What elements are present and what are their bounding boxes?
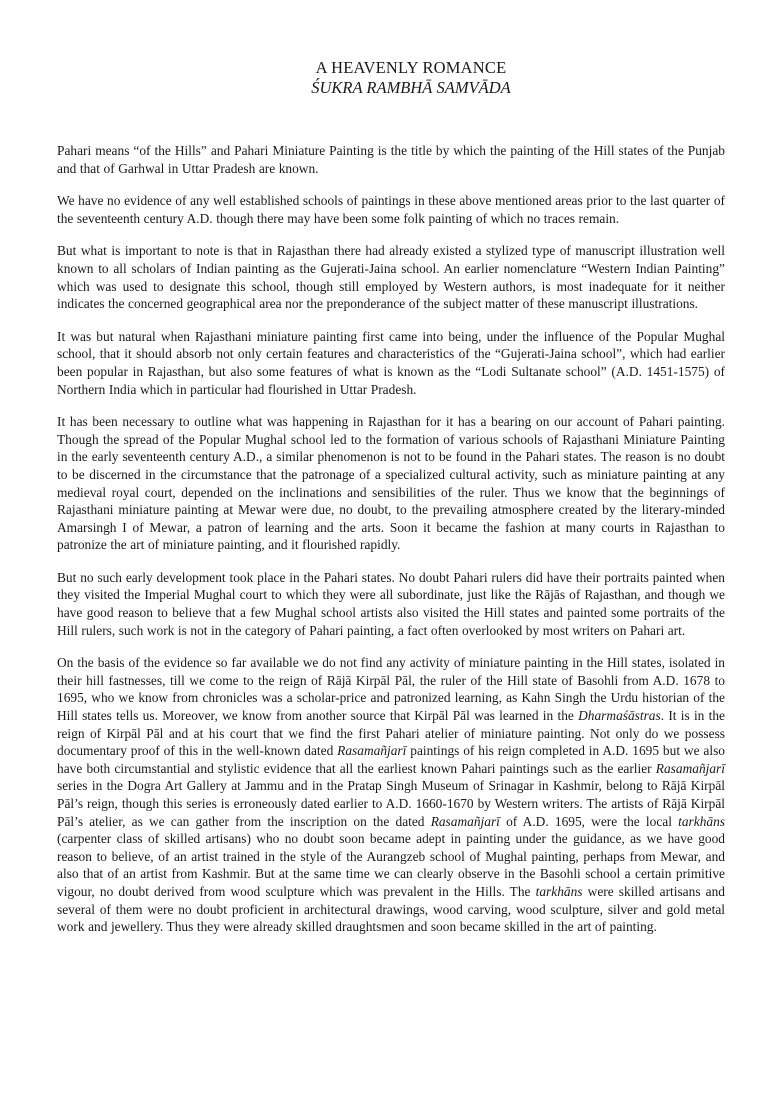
italic-term: Dharmaśāstras bbox=[578, 708, 661, 724]
paragraph-text: of A.D. 1695, were the local bbox=[499, 813, 679, 829]
italic-term: Rasamañjarī bbox=[655, 760, 725, 776]
paragraph bbox=[57, 569, 725, 639]
paragraph bbox=[57, 242, 725, 312]
italic-term: Rasamañjarī bbox=[337, 743, 407, 759]
paragraph-text: But what is important to note is that in Rajasthan there had already existed a stylized type of manuscript illustration well known to all scholars of Indian painting as the Gujerati-Jaina school. An earlier nomenclature “Western Indian Painting” which was used to designate this school, though still employed by Western authors, is most inadequate for it neither indicates the concerned geographical area nor the preponderance of the subject matter of these manuscript illustrations. bbox=[57, 243, 725, 312]
paragraph-text: Pahari means “of the Hills” and Pahari Miniature Painting is the title by which the painting of the Hill states of the Punjab and that of Garhwal in Uttar Pradesh are known. bbox=[57, 143, 725, 176]
italic-term: tarkhāns bbox=[535, 883, 583, 899]
page-subtitle: ŚUKRA RAMBHĀ SAMVĀDA bbox=[311, 78, 511, 97]
body-text bbox=[57, 142, 725, 936]
paragraph-text: (carpenter class of skilled artisans) who no doubt soon became adept in painting under the guidance, as we have good reason to believe, of an artist trained in the style of the Aurangzeb school of Mughal painting, perhaps from Mewar, and also that of an artist from Kashmir. But at the same time we can clearly observe in the Basohli school a certain primitive vigour, no doubt derived from wood sculpture which was prevalent in the Hills. The bbox=[57, 831, 725, 899]
paragraph-text: were skilled artisans and several of them were no doubt proficient in architectural drawings, wood carving, wood sculpture, silver and gold metal work and jewellery. Thus they were already skilled draughtsmen and soon became skilled in the art of painting. bbox=[57, 883, 726, 935]
paragraph-text: It has been necessary to outline what was happening in Rajasthan for it has a bearing on our account of Pahari painting. Though the spread of the Popular Mughal school led to the formation of various schools of Rajasthani Miniature Painting in the early seventeenth century A.D., a similar phenomenon is not to be found in the Pahari states. The reason is no doubt to be discerned in the circumstance that the patronage of a specialized cultural activity, such as miniature painting at any medieval royal court, depended on the inclinations and sensibilities of the ruler. Thus we know that the beginnings of Rajasthani miniature painting at Mewar were due, no doubt, to the prevailing atmosphere created by the literary-minded Amarsingh I of Mewar, a patron of learning and the arts. Soon it became the fashion at many courts in Rajasthan to patronize the art of miniature painting, and it flourished rapidly. bbox=[57, 414, 725, 553]
paragraph-text: But no such early development took place in the Pahari states. No doubt Pahari rulers did have their portraits painted when they visited the Imperial Mughal court to which they were all subordinate, just like the Rājās of Rajasthan, and though we have good reason to believe that a few Mughal school artists also visited the Hill states and painted some portraits of the Hill rulers, such work is not in the category of Pahari painting, a fact often overlooked by most writers on Pahari art. bbox=[57, 569, 725, 638]
title-block bbox=[97, 58, 725, 98]
paragraph-text: . It is in the reign of Kirpāl Pāl and at his court that we find the first Pahari atelier of miniature painting. Not only do we possess documentary proof of this in the well-known dated bbox=[57, 708, 725, 759]
document-page bbox=[57, 58, 725, 951]
paragraph bbox=[57, 328, 725, 398]
paragraph-text: On the basis of the evidence so far available we do not find any activity of miniature painting in the Hill states, isolated in their hill fastnesses, till we come to the reign of Rājā Kirpāl Pāl, the ruler of the Hill state of Basohli from A.D. 1678 to 1695, who we know from chronicles was a scholar-price and patronized learning, as Kahn Singh the Urdu historian of the Hill states tells us. Moreover, we know from another source that Kirpāl Pāl was learned in the bbox=[57, 655, 725, 724]
paragraph-text: series in the Dogra Art Gallery at Jammu and in the Pratap Singh Museum of Srinagar in Kashmir, belong to Rājā Kirpāl Pāl’s reign, though this series is erroneously dated earlier to A.D. 1660-1670 by Western writers. The artists of Rājā Kirpāl Pāl’s atelier, as we can gather from the inscription on the dated bbox=[57, 778, 725, 829]
page-title: A HEAVENLY ROMANCE bbox=[315, 58, 507, 77]
italic-term: tarkhāns bbox=[678, 813, 725, 829]
paragraph-text: It was but natural when Rajasthani miniature painting first came into being, under the influence of the Popular Mughal school, that it should absorb not only certain features and characteristics of the “Gujerati-Jaina school”, which had earlier been popular in Rajasthan, but also some features of what is known as the “Lodi Sultanate school” (A.D. 1451-1575) of Northern India which in particular had flourished in Uttar Pradesh. bbox=[57, 328, 725, 397]
paragraph bbox=[57, 142, 725, 177]
paragraph bbox=[57, 654, 725, 936]
paragraph-text: We have no evidence of any well established schools of paintings in these above mentioned areas prior to the last quarter of the seventeenth century A.D. though there may have been some folk painting of which no traces remain. bbox=[57, 193, 725, 226]
paragraph bbox=[57, 413, 725, 554]
paragraph bbox=[57, 192, 725, 227]
paragraph-text: paintings of his reign completed in A.D. 1695 but we also have both circumstantial and stylistic evidence that all the earliest known Pahari paintings such as the earlier bbox=[57, 743, 725, 776]
italic-term: Rasamañjarī bbox=[430, 813, 500, 829]
